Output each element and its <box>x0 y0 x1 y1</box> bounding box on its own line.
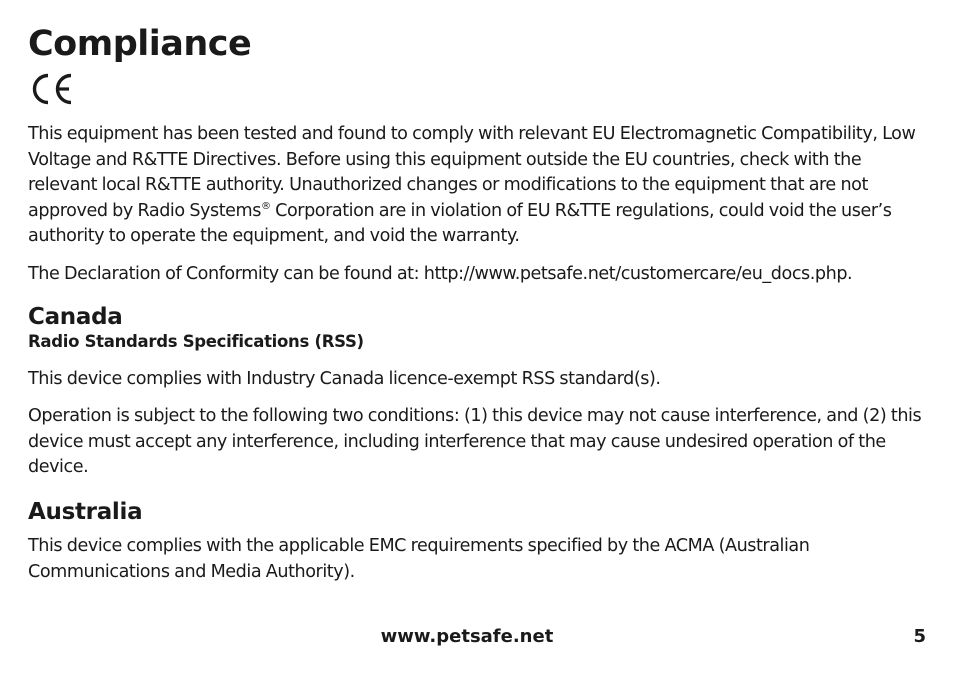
canada-heading: Canada <box>28 303 123 330</box>
eu-compliance-paragraph <box>28 122 928 250</box>
eu-text-part2: Corporation are in violation of EU R&TTE regulations, could void the user’s authority to operate the equipment, and void the warranty. <box>28 200 892 247</box>
rss-subheading: Radio Standards Specifications (RSS) <box>28 331 364 351</box>
page-title: Compliance <box>28 24 252 64</box>
compliance-page <box>28 22 928 585</box>
declaration-paragraph: The Declaration of Conformity can be found at: http://www.petsafe.net/customercare/eu_docs.php. <box>28 263 853 284</box>
australia-heading: Australia <box>28 498 143 525</box>
registered-mark: ® <box>260 200 271 212</box>
canada-paragraph-1: This device complies with Industry Canada licence-exempt RSS standard(s). <box>28 368 661 389</box>
canada-paragraph-2: Operation is subject to the following two conditions: (1) this device may not cause interference, and (2) this device must accept any interference, including interference that may cause undesired operation of the device. <box>28 406 922 478</box>
australia-paragraph: This device complies with the applicable EMC requirements specified by the ACMA (Australian Communications and Media Authority). <box>28 535 810 582</box>
footer-website: www.petsafe.net <box>380 626 554 647</box>
eu-text-part1: This equipment has been tested and found to comply with relevant EU Electromagnetic Compatibility, Low Voltage and R&TTE Directives. Before using this equipment outside the EU countries, check with the relevant local R&TTE authority. Unauthorized changes or modifications to the equipment that are not approved by Radio Systems <box>28 124 916 221</box>
ce-mark-icon <box>28 72 74 106</box>
page-number: 5 <box>913 626 926 647</box>
